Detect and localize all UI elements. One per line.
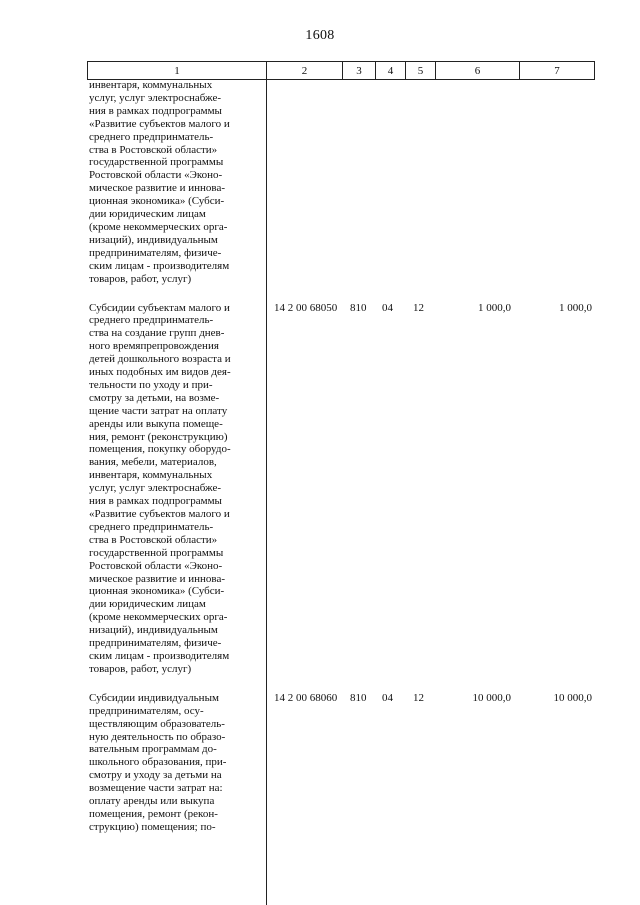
description-line: возмещение части затрат на: — [89, 782, 223, 795]
table-header — [87, 61, 595, 80]
description-line: ства в Ростовской области» — [89, 143, 218, 156]
description-line: Субсидии субъектам малого и — [89, 301, 230, 314]
description-line: ного времяпрепровождения — [89, 340, 219, 353]
description-line: Ростовской области «Эконо- — [89, 559, 223, 572]
description-line: мическое развитие и иннова- — [89, 572, 225, 585]
header-col-5: 5 — [406, 62, 436, 80]
description-line: услуг, услуг электроснабже- — [89, 91, 222, 104]
description-line: иных подобных им видов дея- — [89, 366, 231, 379]
description-line: предпринимателям, физиче- — [89, 246, 222, 259]
description-line: ществляющим образователь- — [89, 717, 225, 730]
description-line: инвентаря, коммунальных — [89, 79, 213, 91]
description-line: «Развитие субъектов малого и — [89, 117, 230, 130]
description-line: щение части затрат на оплату — [89, 404, 228, 417]
description-line: оплату аренды или выкупа — [89, 795, 215, 808]
cell-sum1: 10 000,0 — [472, 691, 511, 704]
cell-code: 14 2 00 68060 — [274, 691, 338, 704]
row-description — [89, 692, 264, 834]
header-col-3: 3 — [343, 62, 376, 80]
description-line: детей дошкольного возраста и — [89, 353, 231, 366]
description-line: ния в рамках подпрограммы — [89, 495, 222, 508]
page-number: 1608 — [305, 28, 335, 43]
cell-sum2: 1 000,0 — [559, 301, 592, 314]
description-line: мическое развитие и иннова- — [89, 182, 225, 195]
description-line: среднего предпринматель- — [89, 520, 214, 533]
description-line: ционная экономика» (Субси- — [89, 585, 225, 598]
description-line: струкцию) помещения; по- — [89, 820, 216, 833]
description-line: Субсидии индивидуальным — [89, 691, 219, 704]
description-line: аренды или выкупа помеще- — [89, 417, 223, 430]
cell-code: 14 2 00 68050 — [274, 301, 338, 314]
cell-sum1: 1 000,0 — [478, 301, 511, 314]
description-line: ную деятельность по образо- — [89, 730, 226, 743]
table-row — [87, 302, 594, 676]
cell-vr: 810 — [350, 691, 367, 704]
description-line: низаций), индивидуальным — [89, 624, 218, 637]
description-line: ства на создание групп днев- — [89, 327, 225, 340]
description-line: «Развитие субъектов малого и — [89, 508, 230, 520]
cell-pr: 12 — [413, 301, 424, 314]
description-line: школьного образования, при- — [89, 756, 227, 769]
header-col-6: 6 — [436, 62, 520, 80]
description-line: вания, мебели, материалов, — [89, 456, 217, 469]
description-line: товаров, работ, услуг) — [89, 662, 192, 675]
description-line: помещения, ремонт (рекон- — [89, 807, 218, 820]
description-line: низаций), индивидуальным — [89, 233, 218, 246]
cell-pr: 12 — [413, 691, 424, 704]
table-row — [87, 79, 594, 286]
description-line: ционная экономика» (Субси- — [89, 195, 225, 208]
description-line: ства в Ростовской области» — [89, 533, 218, 546]
table-row — [87, 692, 594, 834]
description-line: ским лицам - производителям — [89, 649, 230, 662]
description-line: услуг, услуг электроснабже- — [89, 482, 222, 495]
description-line: дии юридическим лицам — [89, 598, 206, 611]
header-col-1: 1 — [88, 62, 267, 80]
description-line: среднего предпринматель- — [89, 314, 214, 327]
description-line: предпринимателям, осу- — [89, 704, 204, 717]
cell-vr: 810 — [350, 301, 367, 314]
description-line: предпринимателям, физиче- — [89, 637, 222, 650]
description-line: инвентаря, коммунальных — [89, 469, 213, 482]
description-line: смотру и уходу за детьми на — [89, 769, 222, 782]
cell-rz: 04 — [382, 301, 393, 314]
description-line: помещения, покупку оборудо- — [89, 443, 231, 456]
description-line: ния в рамках подпрограммы — [89, 104, 222, 117]
row-description — [89, 79, 264, 286]
description-line: вательным программам до- — [89, 743, 217, 756]
description-line: среднего предпринматель- — [89, 130, 214, 143]
description-line: ским лицам - производителям — [89, 259, 230, 272]
header-col-7: 7 — [520, 62, 595, 80]
cell-rz: 04 — [382, 691, 393, 704]
header-col-2: 2 — [267, 62, 343, 80]
header-col-4: 4 — [376, 62, 406, 80]
row-description — [89, 302, 264, 676]
description-line: (кроме некоммерческих орга- — [89, 220, 228, 233]
description-line: смотру за детьми, на возме- — [89, 391, 220, 404]
table-body — [87, 79, 594, 834]
description-line: (кроме некоммерческих орга- — [89, 611, 228, 624]
description-line: тельности по уходу и при- — [89, 378, 213, 391]
description-line: государственной программы — [89, 546, 224, 559]
description-line: государственной программы — [89, 156, 224, 169]
description-line: товаров, работ, услуг) — [89, 272, 192, 285]
description-line: ния, ремонт (реконструкцию) — [89, 430, 228, 443]
cell-sum2: 10 000,0 — [553, 691, 592, 704]
description-line: Ростовской области «Эконо- — [89, 169, 223, 182]
description-line: дии юридическим лицам — [89, 208, 206, 221]
